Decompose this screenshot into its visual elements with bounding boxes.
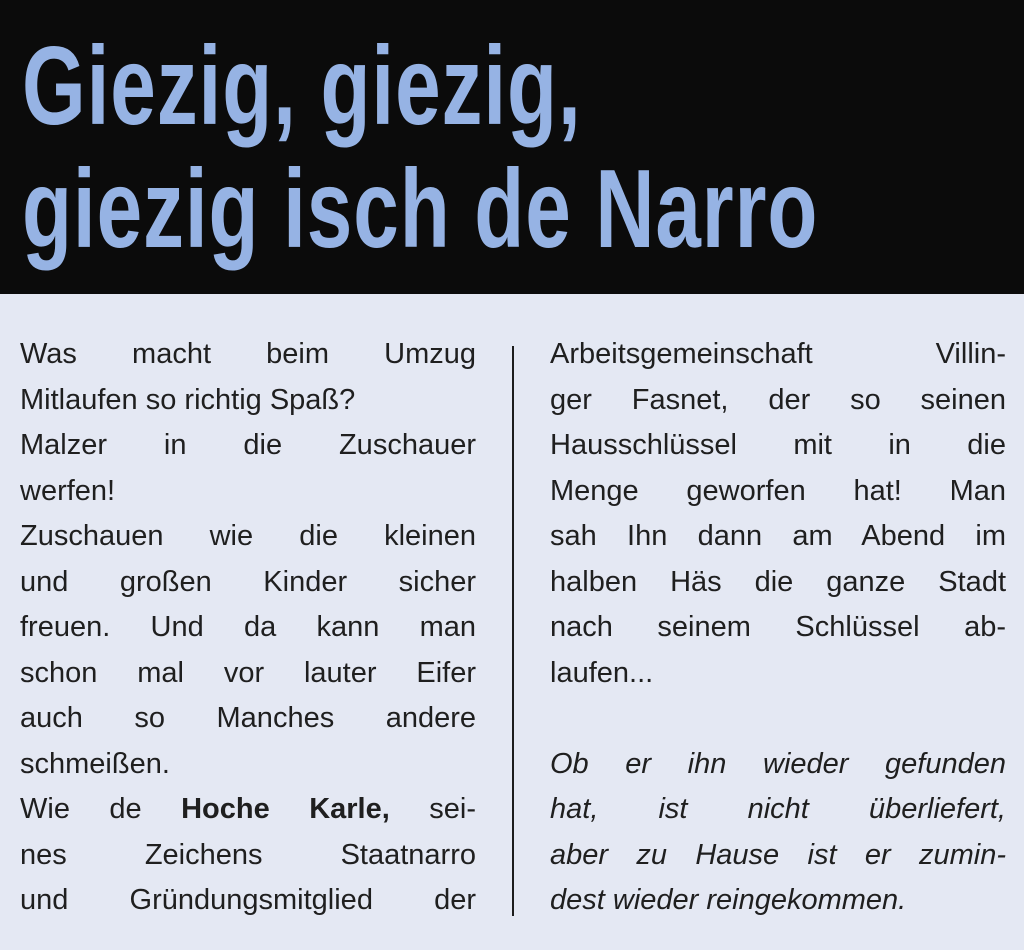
italic-text-line: Ob er ihn wieder gefunden	[550, 747, 1006, 780]
text-line: freuen. Und da kann man	[20, 611, 476, 643]
italic-text-line: aber zu Hause ist er zumin-	[550, 838, 1006, 871]
text-line: Malzer in die Zuschauer	[20, 429, 476, 461]
text-line: Mitlaufen so richtig Spaß?	[20, 383, 356, 416]
text-line: Was macht beim Umzug	[20, 338, 476, 370]
text-line: ger Fasnet, der so seinen	[550, 383, 1006, 416]
text-line: halben Häs die ganze Stadt	[550, 565, 1006, 598]
headline-line-1: Giezig, giezig,	[22, 22, 582, 149]
text-line: Hausschlüssel mit in die	[550, 429, 1006, 461]
italic-text-line: dest wieder reingekommen.	[550, 884, 907, 916]
column-divider	[512, 346, 514, 916]
text-line: Arbeitsgemeinschaft Villin-	[550, 338, 1006, 370]
article-body	[0, 294, 1024, 950]
right-column	[550, 332, 1006, 924]
italic-text-line: hat, ist nicht überliefert,	[550, 793, 1006, 825]
text-line: laufen...	[550, 656, 654, 689]
text-line: und Gründungsmitglied der	[20, 884, 476, 916]
paragraph-gap	[550, 696, 1006, 742]
text-segment: Wie de	[20, 793, 182, 825]
text-line: schmeißen.	[20, 747, 170, 780]
headline-line-2: giezig isch de Narro	[22, 145, 819, 272]
text-line: nes Zeichens Staatnarro	[20, 838, 476, 871]
text-line: Menge geworfen hat! Man	[550, 474, 1006, 507]
text-line: sah Ihn dann am Abend im	[550, 520, 1006, 552]
text-line: nach seinem Schlüssel ab-	[550, 611, 1006, 643]
left-column	[20, 332, 476, 924]
text-line: auch so Manches andere	[20, 702, 476, 734]
text-line: schon mal vor lauter Eifer	[20, 656, 476, 689]
text-segment: sei-	[389, 793, 476, 825]
person-name: Hoche Karle,	[181, 793, 390, 825]
text-line: Zuschauen wie die kleinen	[20, 520, 476, 552]
headline-banner	[0, 0, 1024, 294]
text-line-with-name	[20, 787, 476, 833]
text-line: und großen Kinder sicher	[20, 565, 476, 598]
text-line: werfen!	[20, 474, 116, 507]
